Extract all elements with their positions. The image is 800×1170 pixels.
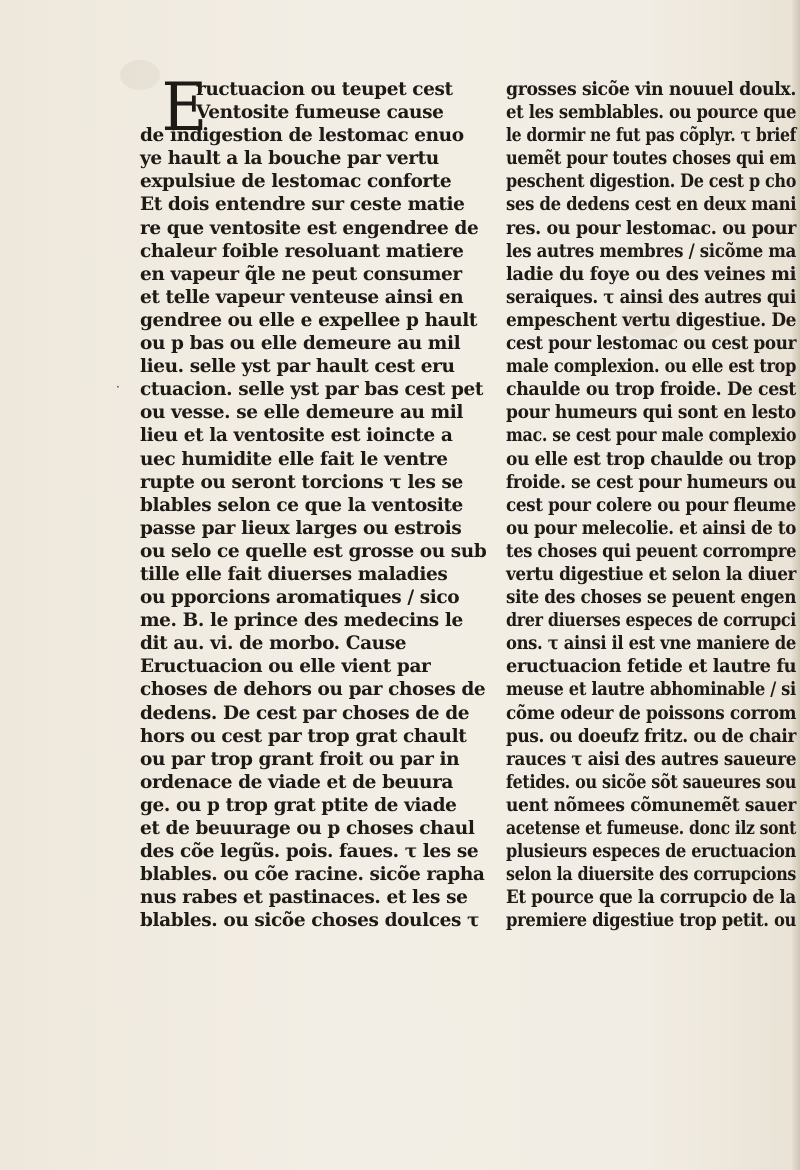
text-line: ses de dedens cest en deux mani (506, 194, 797, 216)
text-line: pour humeurs qui sont en lesto (506, 402, 796, 424)
text-line: froide. se cest pour humeurs ou (506, 471, 796, 493)
text-line: de indigestion de lestomac enuo (140, 125, 464, 147)
text-line: lieu et la ventosite est ioincte a (140, 425, 453, 447)
text-line: tes choses qui peuent corrompre (506, 540, 797, 562)
text-line: chaulde ou trop froide. De cest (506, 379, 796, 401)
decorated-initial: E (161, 69, 208, 146)
text-line: acetense et fumeuse. donc ilz sont (506, 818, 797, 839)
text-line: re que ventosite est engendree de (140, 217, 479, 239)
text-line: ye hault a la bouche par vertu (140, 148, 439, 170)
text-line: ou pour melecolie. et ainsi de to (506, 517, 797, 539)
text-line: me. B. le prince des medecins le (140, 610, 463, 632)
text-line: nus rabes et pastinaces. et les se (140, 887, 468, 909)
text-line: ou par trop grant froit ou par in (140, 748, 460, 770)
text-line: cest pour colere ou pour fleume (506, 494, 796, 516)
text-line: premiere digestiue trop petit. ou (506, 910, 797, 932)
text-line: ou elle est trop chaulde ou trop (506, 448, 796, 470)
text-line: uemẽt pour toutes choses qui em (506, 148, 796, 170)
text-line: Et pource que la corrupcio de la (506, 887, 796, 909)
text-line: fetides. ou sicõe sõt saueures sou (506, 771, 797, 793)
text-line: vertu digestiue et selon la diuer (506, 563, 797, 585)
right-text-column (506, 78, 796, 932)
text-line: rupte ou seront torcions τ les se (140, 471, 463, 493)
text-line: dit au. vi. de morbo. Cause (140, 633, 407, 655)
text-line: gendree ou elle e expellee p hault (140, 309, 478, 331)
text-line: et telle vapeur venteuse ainsi en (140, 286, 464, 308)
text-line: les autres membres / sicõme ma (506, 240, 796, 262)
text-line: ladie du foye ou des veines mi (506, 263, 797, 285)
text-line: meuse et lautre abhominable / si (506, 679, 796, 701)
text-line: site des choses se peuent engen (506, 587, 797, 609)
text-line: en vapeur q̃le ne peut consumer (140, 263, 462, 285)
text-line: lieu. selle yst par hault cest eru (140, 356, 455, 378)
margin-mark: · (116, 380, 120, 394)
text-line: cõme odeur de poissons corrom (506, 702, 797, 724)
text-line: des cõe legũs. pois. faues. τ les se (140, 841, 479, 863)
text-line: blables. ou cõe racine. sicõe rapha (140, 864, 485, 886)
text-line: Et dois entendre sur ceste matie (140, 194, 465, 216)
text-line: pus. ou doeufz fritz. ou de chair (506, 725, 797, 747)
text-line: eructuacion fetide et lautre fu (506, 656, 797, 678)
text-line: ou p bas ou elle demeure au mil (140, 333, 461, 355)
text-line: dedens. De cest par choses de de (140, 702, 470, 724)
text-line: selon la diuersite des corrupcions (506, 864, 796, 886)
text-line: rauces τ aisi des autres saueure (506, 748, 797, 770)
text-line: ctuacion. selle yst par bas cest pet (140, 379, 483, 401)
text-line: uent nõmees cõmunemẽt sauer (506, 794, 796, 816)
text-line: Ventosite fumeuse cause (196, 102, 444, 124)
text-line: tille elle fait diuerses maladies (140, 563, 448, 585)
text-line: blables selon ce que la ventosite (140, 494, 463, 516)
text-line: plusieurs especes de eructuacion (506, 841, 796, 863)
left-text-column (140, 69, 492, 932)
text-line: ordenace de viade et de beuura (140, 771, 454, 793)
text-line: expulsiue de lestomac conforte (140, 171, 452, 193)
text-line: drer diuerses especes de corrupci (506, 610, 796, 632)
text-line: res. ou pour lestomac. ou pour (506, 217, 796, 239)
text-line: ge. ou p trop grat ptite de viade (140, 794, 457, 816)
text-line: choses de dehors ou par choses de (140, 679, 486, 701)
text-line: ructuacion ou teupet cest (196, 79, 453, 100)
text-line: le dormir ne fut pas cõplyr. τ brief (506, 125, 797, 147)
text-line: cest pour lestomac ou cest pour (506, 333, 797, 355)
text-line: peschent digestion. De cest p cho (506, 171, 797, 193)
text-line: et les semblables. ou pource que (506, 102, 797, 124)
text-line: empeschent vertu digestiue. De (506, 309, 797, 331)
text-line: male complexion. ou elle est trop (506, 356, 797, 378)
text-line: grosses sicõe vin nouuel doulx. (506, 79, 797, 100)
text-line: passe par lieux larges ou estrois (140, 517, 462, 539)
text-line: mac. se cest pour male complexio (506, 425, 797, 447)
text-line: hors ou cest par trop grat chault (140, 725, 467, 747)
text-line: uec humidite elle fait le ventre (140, 448, 448, 470)
text-line: Eructuacion ou elle vient par (140, 656, 431, 678)
text-line: ou selo ce quelle est grosse ou sub (140, 540, 487, 562)
text-line: ons. τ ainsi il est vne maniere de (506, 633, 796, 655)
text-line: chaleur foible resoluant matiere (140, 240, 464, 262)
text-line: blables. ou sicõe choses doulces τ (140, 910, 480, 932)
text-line: ou vesse. se elle demeure au mil (140, 402, 464, 424)
text-line: seraiques. τ ainsi des autres qui (506, 286, 796, 308)
text-line: et de beuurage ou p choses chaul (140, 818, 475, 839)
text-line: ou pporcions aromatiques / sico (140, 587, 460, 609)
